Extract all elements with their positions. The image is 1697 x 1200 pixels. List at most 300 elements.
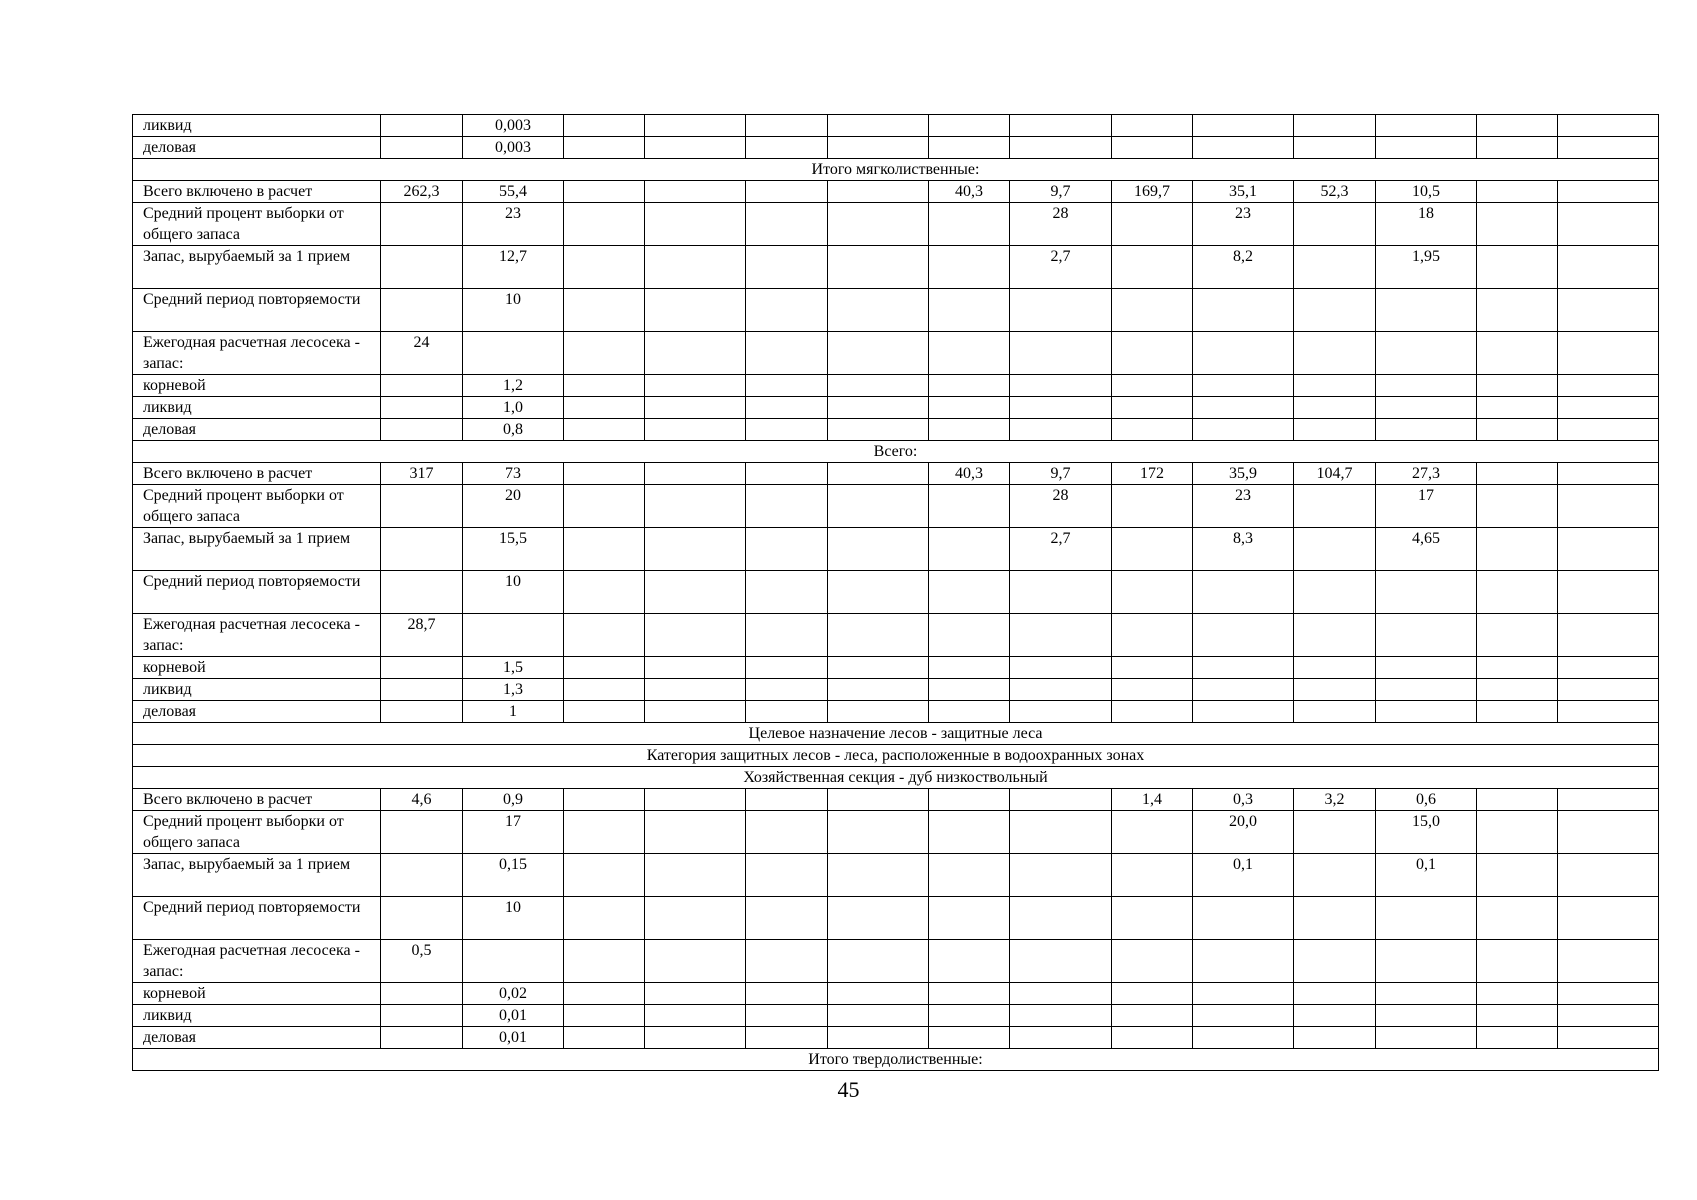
value-cell: 17 [463, 811, 564, 854]
value-cell [1477, 897, 1558, 940]
value-cell [645, 701, 746, 723]
value-cell [746, 940, 828, 983]
value-cell [645, 181, 746, 203]
value-cell: 0,15 [463, 854, 564, 897]
value-cell: 15,0 [1376, 811, 1477, 854]
value-cell [1477, 332, 1558, 375]
value-cell [746, 181, 828, 203]
table-row [133, 657, 1659, 679]
value-cell [1010, 657, 1112, 679]
value-cell [1477, 940, 1558, 983]
value-cell: 104,7 [1294, 463, 1376, 485]
value-cell: 35,9 [1193, 463, 1294, 485]
table-row [133, 115, 1659, 137]
value-cell [564, 332, 645, 375]
value-cell [645, 289, 746, 332]
value-cell [1376, 419, 1477, 441]
value-cell [929, 137, 1010, 159]
value-cell [645, 528, 746, 571]
value-cell: 35,1 [1193, 181, 1294, 203]
value-cell: 2,7 [1010, 528, 1112, 571]
table-row [133, 940, 1659, 983]
table-row [133, 332, 1659, 375]
value-cell [1477, 397, 1558, 419]
row-label: ликвид [133, 397, 381, 419]
value-cell [645, 397, 746, 419]
value-cell [1558, 203, 1659, 246]
value-cell [1193, 679, 1294, 701]
value-cell [929, 854, 1010, 897]
value-cell [645, 115, 746, 137]
section-title: Целевое назначение лесов - защитные леса [133, 723, 1659, 745]
value-cell: 17 [1376, 485, 1477, 528]
value-cell [929, 1027, 1010, 1049]
value-cell [1477, 419, 1558, 441]
section-row [133, 745, 1659, 767]
value-cell: 28,7 [381, 614, 463, 657]
value-cell: 10,5 [1376, 181, 1477, 203]
value-cell [1010, 679, 1112, 701]
value-cell [1112, 419, 1193, 441]
value-cell [1376, 1027, 1477, 1049]
row-label: Ежегодная расчетная лесосека - запас: [133, 940, 381, 983]
value-cell [746, 115, 828, 137]
value-cell [1477, 485, 1558, 528]
page-number: 45 [837, 1077, 860, 1102]
value-cell: 52,3 [1294, 181, 1376, 203]
section-row [133, 441, 1659, 463]
table-row [133, 1005, 1659, 1027]
value-cell [1010, 571, 1112, 614]
value-cell: 0,02 [463, 983, 564, 1005]
value-cell [564, 203, 645, 246]
value-cell: 0,1 [1376, 854, 1477, 897]
value-cell [929, 485, 1010, 528]
value-cell: 3,2 [1294, 789, 1376, 811]
row-label: Ежегодная расчетная лесосека - запас: [133, 614, 381, 657]
value-cell [1010, 854, 1112, 897]
value-cell [564, 614, 645, 657]
value-cell [746, 246, 828, 289]
value-cell [1112, 332, 1193, 375]
value-cell [1112, 657, 1193, 679]
value-cell [746, 571, 828, 614]
value-cell [828, 528, 929, 571]
value-cell [929, 897, 1010, 940]
value-cell [1193, 983, 1294, 1005]
value-cell [929, 701, 1010, 723]
value-cell: 0,01 [463, 1027, 564, 1049]
value-cell [1112, 940, 1193, 983]
value-cell [564, 679, 645, 701]
value-cell [381, 1027, 463, 1049]
table-row [133, 1027, 1659, 1049]
section-title: Итого мягколиственные: [133, 159, 1659, 181]
value-cell [828, 397, 929, 419]
value-cell [746, 657, 828, 679]
value-cell: 169,7 [1112, 181, 1193, 203]
value-cell [746, 983, 828, 1005]
row-label: Всего включено в расчет [133, 463, 381, 485]
value-cell [564, 397, 645, 419]
value-cell: 4,65 [1376, 528, 1477, 571]
value-cell [1193, 289, 1294, 332]
value-cell [929, 679, 1010, 701]
value-cell [929, 571, 1010, 614]
value-cell [463, 332, 564, 375]
table-row [133, 419, 1659, 441]
value-cell [828, 789, 929, 811]
section-title: Хозяйственная секция - дуб низкоствольный [133, 767, 1659, 789]
value-cell: 8,2 [1193, 246, 1294, 289]
value-cell [381, 679, 463, 701]
value-cell [1193, 614, 1294, 657]
value-cell [645, 897, 746, 940]
value-cell [1112, 897, 1193, 940]
value-cell [929, 940, 1010, 983]
row-label: деловая [133, 419, 381, 441]
row-label: корневой [133, 983, 381, 1005]
value-cell [1294, 657, 1376, 679]
value-cell [1558, 115, 1659, 137]
value-cell [1558, 854, 1659, 897]
value-cell [1294, 897, 1376, 940]
value-cell [828, 419, 929, 441]
value-cell [381, 1005, 463, 1027]
value-cell [564, 657, 645, 679]
value-cell [828, 463, 929, 485]
value-cell [381, 289, 463, 332]
value-cell [645, 811, 746, 854]
value-cell [1294, 375, 1376, 397]
value-cell [1294, 571, 1376, 614]
value-cell [1193, 1005, 1294, 1027]
value-cell [746, 528, 828, 571]
value-cell [1193, 137, 1294, 159]
value-cell [746, 137, 828, 159]
value-cell [1376, 375, 1477, 397]
value-cell [746, 203, 828, 246]
value-cell: 20 [463, 485, 564, 528]
value-cell: 15,5 [463, 528, 564, 571]
value-cell [1558, 657, 1659, 679]
value-cell [746, 375, 828, 397]
value-cell [828, 485, 929, 528]
value-cell: 1,0 [463, 397, 564, 419]
value-cell [1558, 811, 1659, 854]
value-cell [1010, 1005, 1112, 1027]
value-cell [929, 1005, 1010, 1027]
value-cell [1112, 203, 1193, 246]
value-cell [1010, 940, 1112, 983]
value-cell [1477, 375, 1558, 397]
value-cell [1376, 701, 1477, 723]
value-cell [1558, 571, 1659, 614]
value-cell: 24 [381, 332, 463, 375]
value-cell [1376, 679, 1477, 701]
value-cell [746, 701, 828, 723]
value-cell [1376, 137, 1477, 159]
section-title: Всего: [133, 441, 1659, 463]
value-cell [1112, 375, 1193, 397]
value-cell [828, 897, 929, 940]
value-cell [381, 528, 463, 571]
table-row [133, 463, 1659, 485]
value-cell [564, 940, 645, 983]
row-label: Запас, вырубаемый за 1 прием [133, 854, 381, 897]
value-cell [381, 203, 463, 246]
value-cell [1294, 332, 1376, 375]
value-cell [564, 983, 645, 1005]
row-label: корневой [133, 375, 381, 397]
value-cell [746, 419, 828, 441]
value-cell [645, 657, 746, 679]
value-cell [645, 203, 746, 246]
section-row [133, 1049, 1659, 1071]
value-cell [1477, 203, 1558, 246]
value-cell [1477, 983, 1558, 1005]
value-cell [929, 115, 1010, 137]
value-cell: 0,5 [381, 940, 463, 983]
value-cell: 28 [1010, 203, 1112, 246]
value-cell: 0,8 [463, 419, 564, 441]
value-cell [1558, 1005, 1659, 1027]
value-cell [1376, 983, 1477, 1005]
value-cell [1558, 375, 1659, 397]
table-row [133, 811, 1659, 854]
value-cell [828, 940, 929, 983]
value-cell [746, 485, 828, 528]
value-cell [645, 679, 746, 701]
value-cell: 0,1 [1193, 854, 1294, 897]
value-cell [828, 1027, 929, 1049]
value-cell [381, 397, 463, 419]
value-cell: 1 [463, 701, 564, 723]
value-cell [1558, 983, 1659, 1005]
value-cell [564, 701, 645, 723]
value-cell [828, 181, 929, 203]
value-cell [645, 246, 746, 289]
value-cell: 55,4 [463, 181, 564, 203]
value-cell [1010, 419, 1112, 441]
row-label: Всего включено в расчет [133, 181, 381, 203]
value-cell [1558, 701, 1659, 723]
value-cell [1112, 246, 1193, 289]
value-cell [746, 789, 828, 811]
value-cell [1294, 983, 1376, 1005]
value-cell: 1,95 [1376, 246, 1477, 289]
row-label: Всего включено в расчет [133, 789, 381, 811]
value-cell [1477, 1005, 1558, 1027]
value-cell [929, 528, 1010, 571]
value-cell: 1,4 [1112, 789, 1193, 811]
value-cell [746, 1005, 828, 1027]
value-cell [828, 811, 929, 854]
value-cell [1010, 701, 1112, 723]
table-row [133, 983, 1659, 1005]
value-cell [1010, 614, 1112, 657]
value-cell: 8,3 [1193, 528, 1294, 571]
value-cell [1477, 701, 1558, 723]
value-cell [1294, 246, 1376, 289]
value-cell [1294, 940, 1376, 983]
value-cell [1376, 289, 1477, 332]
value-cell [929, 614, 1010, 657]
value-cell [1477, 657, 1558, 679]
table-row [133, 528, 1659, 571]
table-row [133, 375, 1659, 397]
value-cell [1294, 485, 1376, 528]
value-cell [645, 419, 746, 441]
value-cell [645, 854, 746, 897]
value-cell [564, 181, 645, 203]
value-cell [1112, 571, 1193, 614]
table-row [133, 203, 1659, 246]
value-cell [1193, 701, 1294, 723]
value-cell: 18 [1376, 203, 1477, 246]
value-cell [1477, 614, 1558, 657]
row-label: Ежегодная расчетная лесосека - запас: [133, 332, 381, 375]
value-cell [1112, 1005, 1193, 1027]
value-cell [564, 289, 645, 332]
table-body [133, 115, 1659, 1071]
value-cell [1112, 137, 1193, 159]
value-cell [828, 115, 929, 137]
value-cell [1477, 181, 1558, 203]
value-cell [1294, 701, 1376, 723]
value-cell [381, 571, 463, 614]
value-cell [564, 463, 645, 485]
value-cell [564, 375, 645, 397]
value-cell: 0,6 [1376, 789, 1477, 811]
value-cell [1010, 789, 1112, 811]
value-cell [1477, 246, 1558, 289]
value-cell [828, 657, 929, 679]
value-cell [1294, 397, 1376, 419]
value-cell [381, 811, 463, 854]
value-cell [381, 854, 463, 897]
value-cell: 0,9 [463, 789, 564, 811]
value-cell [1193, 375, 1294, 397]
value-cell [564, 137, 645, 159]
value-cell [746, 897, 828, 940]
value-cell: 0,003 [463, 137, 564, 159]
row-label: ликвид [133, 679, 381, 701]
value-cell [746, 679, 828, 701]
value-cell [1112, 701, 1193, 723]
value-cell [1477, 811, 1558, 854]
value-cell [929, 657, 1010, 679]
value-cell [1558, 789, 1659, 811]
value-cell [746, 614, 828, 657]
section-row [133, 159, 1659, 181]
value-cell [1477, 789, 1558, 811]
value-cell [564, 571, 645, 614]
value-cell [463, 614, 564, 657]
value-cell [564, 528, 645, 571]
value-cell [929, 419, 1010, 441]
value-cell [746, 332, 828, 375]
value-cell [381, 983, 463, 1005]
value-cell [1112, 1027, 1193, 1049]
row-label: деловая [133, 701, 381, 723]
value-cell [564, 1005, 645, 1027]
value-cell [1193, 115, 1294, 137]
value-cell: 262,3 [381, 181, 463, 203]
value-cell [645, 1027, 746, 1049]
value-cell [828, 1005, 929, 1027]
value-cell [645, 983, 746, 1005]
value-cell [1112, 811, 1193, 854]
row-label: ликвид [133, 115, 381, 137]
value-cell [746, 854, 828, 897]
value-cell [828, 701, 929, 723]
value-cell [828, 571, 929, 614]
row-label: ликвид [133, 1005, 381, 1027]
data-table [132, 114, 1659, 1071]
table-row [133, 614, 1659, 657]
value-cell [828, 679, 929, 701]
row-label: деловая [133, 1027, 381, 1049]
value-cell [929, 246, 1010, 289]
value-cell: 1,3 [463, 679, 564, 701]
value-cell: 28 [1010, 485, 1112, 528]
value-cell [1010, 811, 1112, 854]
value-cell [1477, 463, 1558, 485]
value-cell [645, 332, 746, 375]
value-cell [381, 246, 463, 289]
value-cell [1294, 1005, 1376, 1027]
row-label: корневой [133, 657, 381, 679]
value-cell [828, 137, 929, 159]
value-cell [645, 375, 746, 397]
value-cell [645, 614, 746, 657]
value-cell [746, 811, 828, 854]
value-cell [381, 657, 463, 679]
section-title: Итого твердолиственные: [133, 1049, 1659, 1071]
value-cell [1193, 1027, 1294, 1049]
value-cell [1193, 897, 1294, 940]
value-cell [1112, 854, 1193, 897]
value-cell [1376, 571, 1477, 614]
value-cell [1376, 897, 1477, 940]
value-cell: 73 [463, 463, 564, 485]
row-label: Средний процент выборки от общего запаса [133, 811, 381, 854]
value-cell [1112, 485, 1193, 528]
row-label: Запас, вырубаемый за 1 прием [133, 528, 381, 571]
value-cell [564, 854, 645, 897]
row-label: Средний процент выборки от общего запаса [133, 485, 381, 528]
value-cell [1294, 528, 1376, 571]
value-cell [1294, 419, 1376, 441]
value-cell [381, 897, 463, 940]
table-row [133, 679, 1659, 701]
value-cell: 2,7 [1010, 246, 1112, 289]
value-cell [1112, 679, 1193, 701]
value-cell [1558, 332, 1659, 375]
row-label: Средний процент выборки от общего запаса [133, 203, 381, 246]
value-cell [1193, 940, 1294, 983]
value-cell [1477, 289, 1558, 332]
value-cell [1477, 571, 1558, 614]
table-row [133, 289, 1659, 332]
value-cell [1558, 528, 1659, 571]
value-cell [1558, 485, 1659, 528]
value-cell [828, 854, 929, 897]
value-cell [1010, 983, 1112, 1005]
value-cell [1294, 1027, 1376, 1049]
value-cell: 12,7 [463, 246, 564, 289]
